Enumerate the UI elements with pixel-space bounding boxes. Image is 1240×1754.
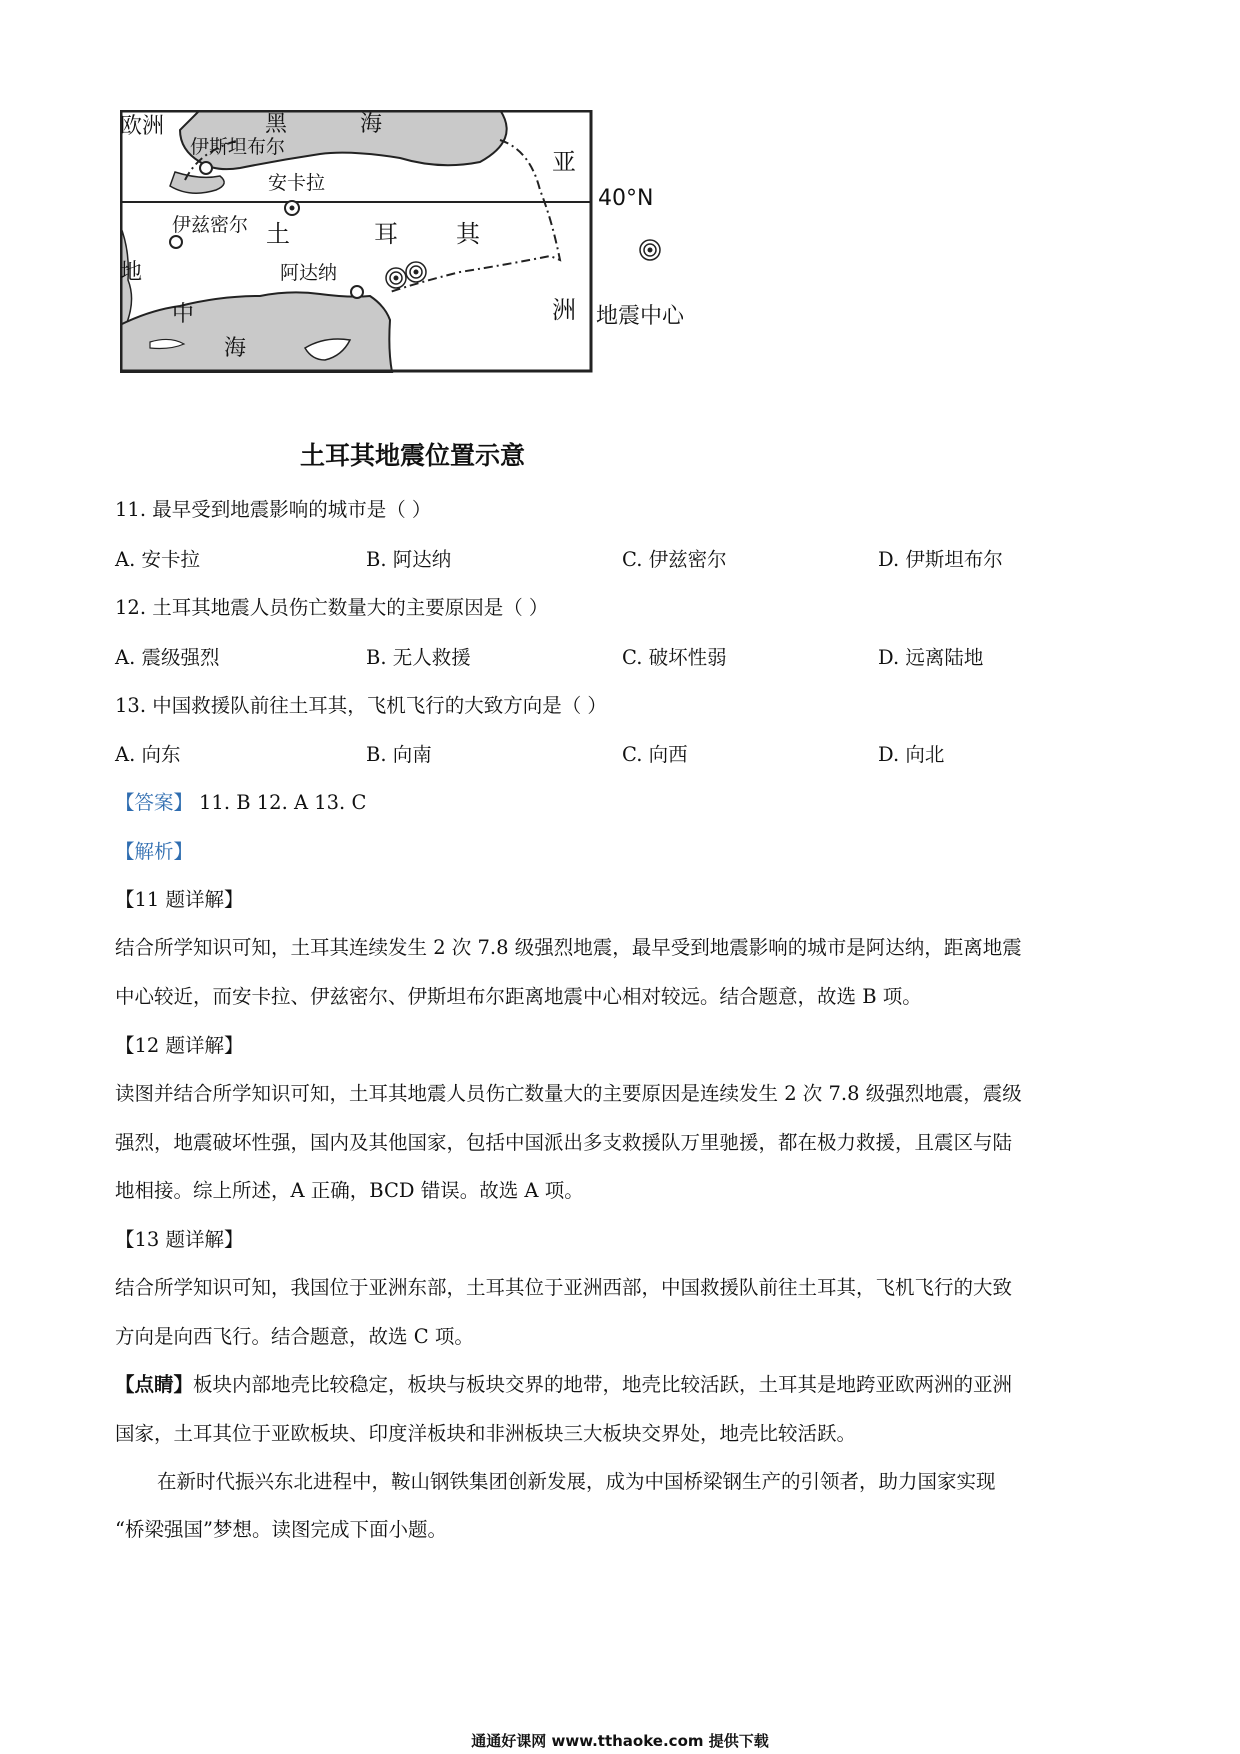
question-11-stem: 11. 最早受到地震影响的城市是（ ） [115, 498, 432, 521]
marmara-sea-shape [170, 172, 224, 193]
label-zhou: 洲 [552, 296, 576, 324]
label-di: 地 [120, 260, 143, 285]
label-latitude: 40°N [598, 186, 654, 211]
label-adana: 阿达纳 [280, 262, 338, 284]
q13-option-c: C. 向西 [622, 743, 688, 766]
turkey-earthquake-map [120, 110, 685, 470]
label-qi: 其 [456, 220, 480, 248]
q11-option-c: C. 伊兹密尔 [622, 548, 727, 571]
next-intro-line-1: 在新时代振兴东北进程中，鞍山钢铁集团创新发展，成为中国桥梁钢生产的引领者，助力国家实现 [157, 1470, 996, 1493]
label-izmir: 伊兹密尔 [172, 214, 249, 236]
q12-option-a: A. 震级强烈 [115, 646, 220, 669]
map-caption: 土耳其地震位置示意 [300, 441, 526, 470]
q11-detail-title: 【11 题详解】 [115, 888, 244, 911]
label-europe: 欧洲 [120, 114, 165, 139]
izmir-marker [170, 236, 182, 248]
q12-detail-title: 【12 题详解】 [115, 1034, 244, 1057]
label-zhong: 中 [172, 302, 195, 327]
label-tu: 土 [266, 220, 290, 248]
q11-option-b: B. 阿达纳 [366, 548, 452, 571]
analysis-label: 【解析】 [115, 840, 194, 863]
epicenter-2-icon [406, 262, 426, 282]
label-ankara: 安卡拉 [268, 172, 326, 194]
q11-detail-line-1: 结合所学知识可知，土耳其连续发生 2 次 7.8 级强烈地震，最早受到地震影响的城市是阿达纳，距离地震 [115, 936, 1022, 959]
question-13-stem: 13. 中国救援队前往土耳其，飞机飞行的大致方向是（ ） [115, 694, 607, 717]
tip-text-1: 板块内部地壳比较稳定，板块与板块交界的地带，地壳比较活跃，土耳其是地跨亚欧两洲的亚洲 [193, 1373, 1013, 1396]
answer-values: 11. B 12. A 13. C [199, 791, 367, 814]
q12-detail-line-2: 强烈，地震破坏性强，国内及其他国家，包括中国派出多支救援队万里驰援，都在极力救援，且震区与陆 [115, 1131, 1013, 1154]
page-footer: 通通好课网 www.tthaoke.com 提供下载 [471, 1732, 769, 1750]
label-er: 耳 [374, 220, 398, 248]
mediterranean-sea-shape [120, 292, 392, 372]
q12-option-d: D. 远离陆地 [878, 646, 984, 669]
q13-detail-line-2: 方向是向西飞行。结合题意，故选 C 项。 [115, 1325, 474, 1348]
label-istanbul: 伊斯坦布尔 [190, 136, 286, 158]
q13-option-b: B. 向南 [366, 743, 432, 766]
tip-label: 【点睛】 [115, 1373, 194, 1396]
q12-option-b: B. 无人救援 [366, 646, 471, 669]
epicenter-1-icon [386, 268, 406, 288]
q13-detail-line-1: 结合所学知识可知，我国位于亚洲东部，土耳其位于亚洲西部，中国救援队前往土耳其，飞机飞行的大致 [115, 1276, 1013, 1299]
answer-label: 【答案】 [115, 791, 194, 814]
istanbul-marker [200, 162, 212, 174]
q11-detail-line-2: 中心较近，而安卡拉、伊兹密尔、伊斯坦布尔距离地震中心相对较远。结合题意，故选 B 项。 [115, 985, 922, 1008]
tip-line-2: 国家，土耳其位于亚欧板块、印度洋板块和非洲板块三大板块交界处，地壳比较活跃。 [115, 1422, 857, 1445]
answer-line [115, 793, 366, 813]
question-12-stem: 12. 土耳其地震人员伤亡数量大的主要原因是（ ） [115, 596, 549, 619]
q11-option-a: A. 安卡拉 [115, 548, 200, 571]
q13-option-a: A. 向东 [115, 743, 181, 766]
label-sea-1: 海 [360, 112, 383, 137]
q13-detail-title: 【13 题详解】 [115, 1228, 244, 1251]
legend-label: 地震中心 [596, 304, 685, 329]
q11-option-d: D. 伊斯坦布尔 [878, 548, 1003, 571]
tip-line-1 [115, 1375, 1012, 1395]
legend-epicenter-icon [640, 240, 660, 260]
q12-option-c: C. 破坏性弱 [622, 646, 727, 669]
q12-detail-line-3: 地相接。综上所述，A 正确，BCD 错误。故选 A 项。 [115, 1179, 584, 1202]
q12-detail-line-1: 读图并结合所学知识可知，土耳其地震人员伤亡数量大的主要原因是连续发生 2 次 7.8 级强烈地震，震级 [115, 1082, 1022, 1105]
label-asia-ya: 亚 [552, 148, 576, 176]
q13-option-d: D. 向北 [878, 743, 945, 766]
next-intro-line-2: “桥梁强国”梦想。读图完成下面小题。 [115, 1518, 447, 1541]
label-black: 黑 [265, 112, 288, 137]
label-hai: 海 [224, 336, 247, 361]
adana-marker [351, 286, 363, 298]
